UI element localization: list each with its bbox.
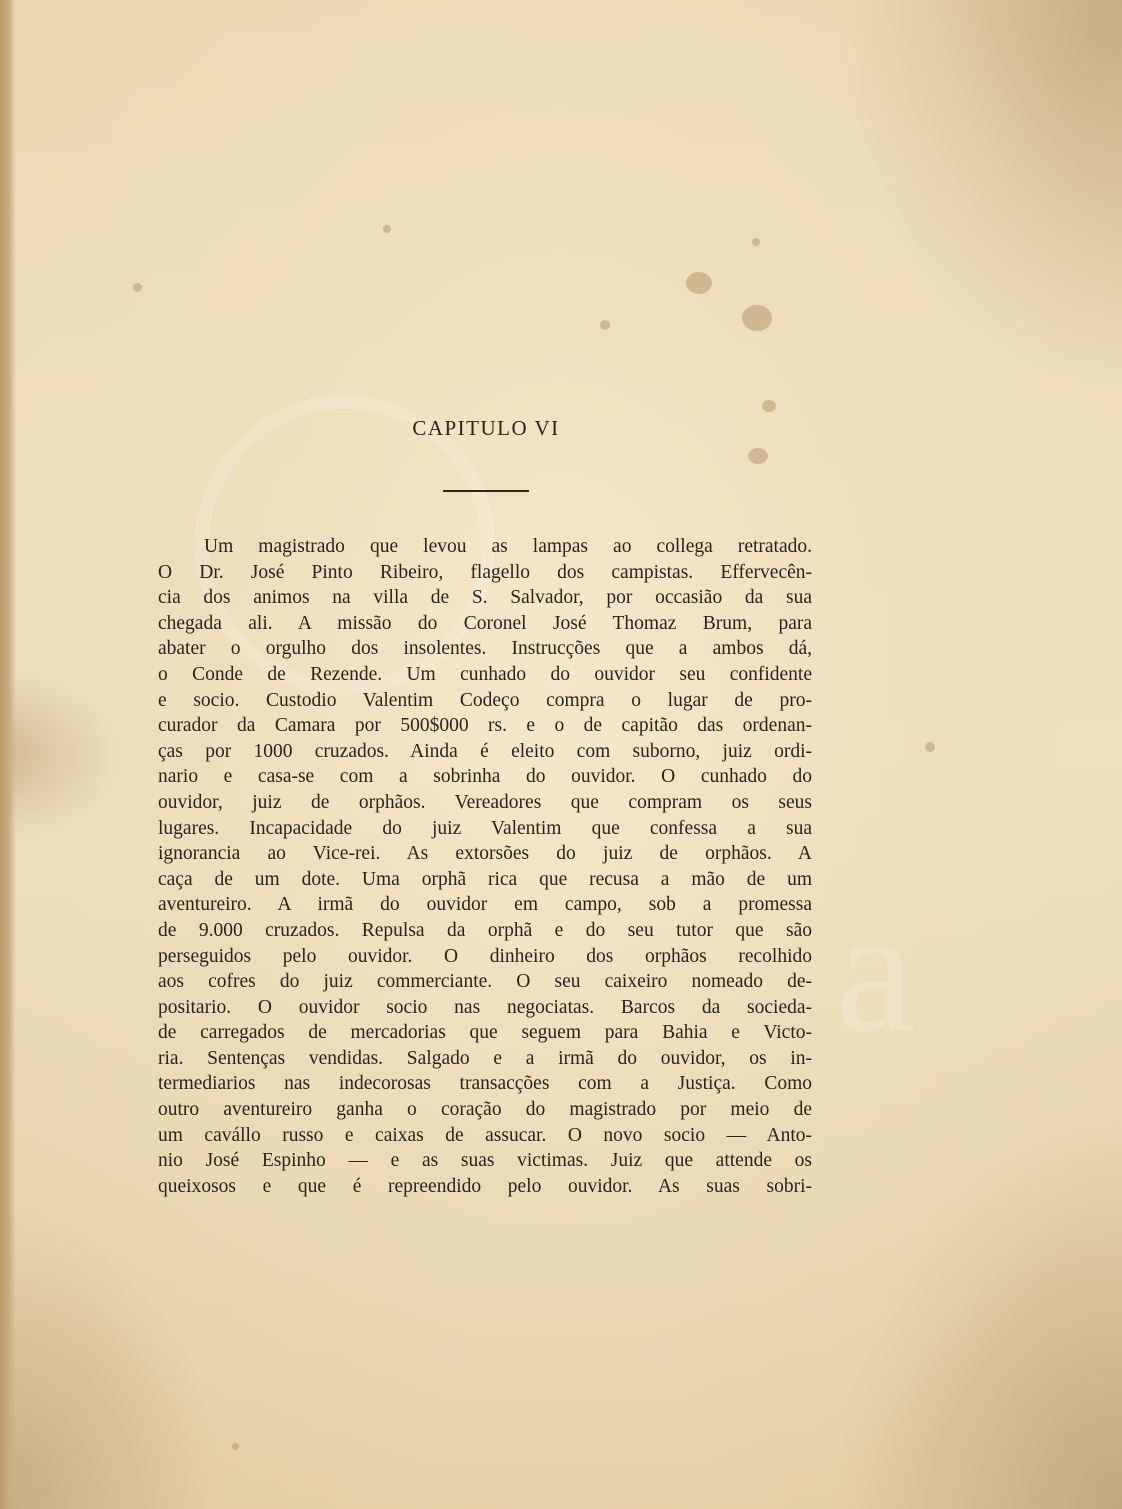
summary-line: lugares. Incapacidade do juiz Valentim que confessa a sua xyxy=(158,817,812,839)
paper-stain xyxy=(686,272,712,294)
paper-stain xyxy=(925,742,935,752)
paper-stain xyxy=(762,400,776,412)
summary-line: ças por 1000 cruzados. Ainda é eleito com suborno, juiz ordi- xyxy=(158,740,812,762)
summary-line: cia dos animos na villa de S. Salvador, por occasião da sua xyxy=(158,587,812,609)
paper-stain xyxy=(383,225,391,233)
summary-line: um cavállo russo e caixas de assucar. O novo socio — Anto- xyxy=(158,1124,812,1146)
summary-line: de 9.000 cruzados. Repulsa da orphã e do seu tutor que são xyxy=(158,919,812,941)
summary-line: termediarios nas indecorosas transacções com a Justiça. Como xyxy=(158,1073,812,1095)
title-rule xyxy=(443,490,529,492)
paper-stain xyxy=(600,320,610,330)
summary-line: ignorancia ao Vice-rei. As extorsões do juiz de orphãos. A xyxy=(158,843,812,865)
chapter-summary xyxy=(158,534,812,1199)
summary-line: Um magistrado que levou as lampas ao collega retratado. xyxy=(204,536,812,557)
summary-line: aventureiro. A irmã do ouvidor em campo, sob a promessa xyxy=(158,894,812,916)
summary-line: de carregados de mercadorias que seguem para Bahia e Victo- xyxy=(158,1022,812,1044)
page-edge-shadow xyxy=(0,0,16,1509)
paper-stain xyxy=(232,1443,239,1450)
summary-line: queixosos e que é repreendido pelo ouvidor. As suas sobri- xyxy=(158,1175,812,1197)
chapter-title: CAPITULO VI xyxy=(412,416,560,440)
summary-line: O Dr. José Pinto Ribeiro, flagello dos campistas. Effervecên- xyxy=(158,561,812,583)
library-watermark-letter: a xyxy=(835,870,915,1069)
paper-stain xyxy=(748,448,768,464)
summary-line: ouvidor, juiz de orphãos. Vereadores que compram os seus xyxy=(158,791,812,813)
summary-line: outro aventureiro ganha o coração do magistrado por meio de xyxy=(158,1099,812,1121)
summary-line: nio José Espinho — e as suas victimas. Juiz que attende os xyxy=(158,1150,812,1172)
paper-stain xyxy=(752,238,760,246)
summary-line: abater o orgulho dos insolentes. Instrucções que a ambos dá, xyxy=(158,638,812,660)
summary-line: ria. Sentenças vendidas. Salgado e a irmã do ouvidor, os in- xyxy=(158,1047,812,1069)
summary-line: curador da Camara por 500$000 rs. e o de capitão das ordenan- xyxy=(158,715,812,737)
summary-line: perseguidos pelo ouvidor. O dinheiro dos orphãos recolhido xyxy=(158,945,812,967)
summary-line: caça de um dote. Uma orphã rica que recusa a mão de um xyxy=(158,868,812,890)
summary-line: positario. O ouvidor socio nas negociatas. Barcos da socieda- xyxy=(158,996,812,1018)
summary-line: chegada ali. A missão do Coronel José Thomaz Brum, para xyxy=(158,612,812,634)
summary-line: o Conde de Rezende. Um cunhado do ouvidor seu confidente xyxy=(158,663,812,685)
paper-stain xyxy=(133,283,142,292)
summary-line: e socio. Custodio Valentim Codeço compra o lugar de pro- xyxy=(158,689,812,711)
paper-stain xyxy=(742,305,772,331)
summary-line: nario e casa-se com a sobrinha do ouvidor. O cunhado do xyxy=(158,766,812,788)
summary-line: aos cofres do juiz commerciante. O seu caixeiro nomeado de- xyxy=(158,971,812,993)
